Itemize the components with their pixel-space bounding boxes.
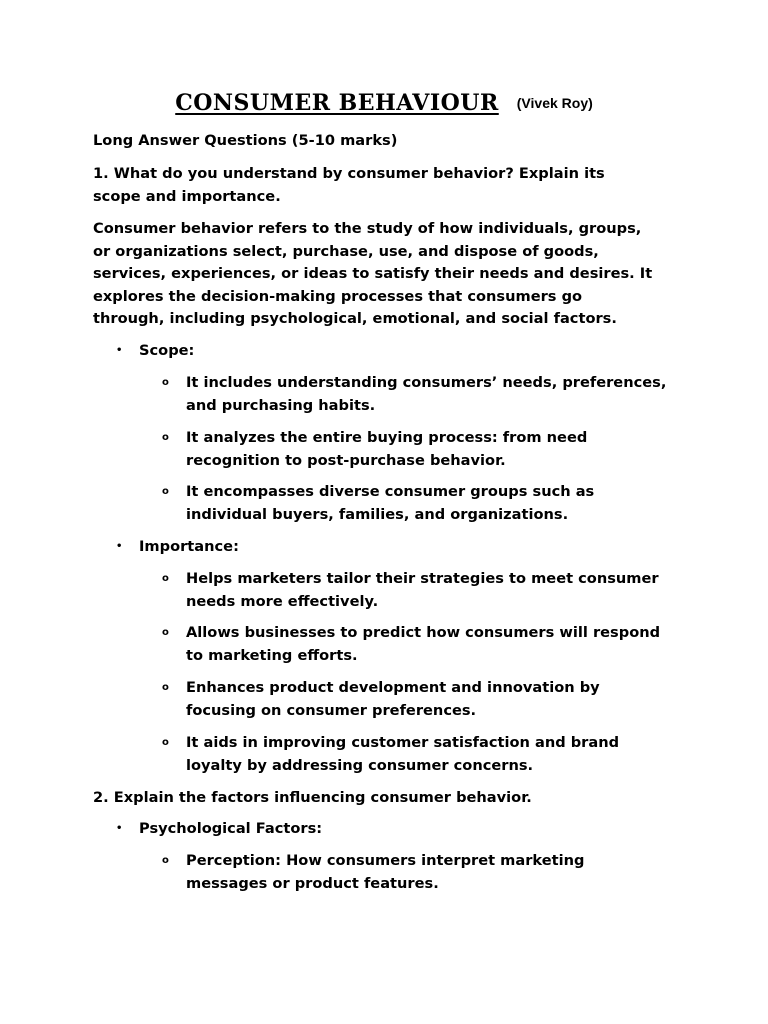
question-1: 1. What do you understand by consumer behavior? Explain its scope and importance. xyxy=(93,165,605,205)
circle-bullet-icon: o xyxy=(162,682,169,693)
document-title: CONSUMER BEHAVIOUR xyxy=(175,90,499,116)
circle-bullet-icon: o xyxy=(162,486,169,497)
circle-bullet-icon: o xyxy=(162,855,169,866)
circle-bullet-icon: o xyxy=(162,432,169,443)
author-name: (Vivek Roy) xyxy=(516,95,593,111)
question-2: 2. Explain the factors influencing consumer behavior. xyxy=(93,789,532,806)
psychological-label: Psychological Factors: xyxy=(139,820,323,837)
circle-bullet-icon: o xyxy=(162,377,169,388)
importance-item-2: Allows businesses to predict how consumers will respond to marketing efforts. xyxy=(186,624,661,664)
circle-bullet-icon: o xyxy=(162,737,169,748)
bullet-icon: • xyxy=(116,823,123,834)
importance-label: Importance: xyxy=(139,538,239,555)
section-label: Long Answer Questions (5-10 marks) xyxy=(93,132,398,149)
scope-label: Scope: xyxy=(139,342,195,359)
circle-bullet-icon: o xyxy=(162,627,169,638)
scope-item-3: It encompasses diverse consumer groups such as individual buyers, families, and organizations. xyxy=(186,483,595,523)
answer-1-paragraph: Consumer behavior refers to the study of how individuals, groups, or organizations select, purchase, use, and dispose of goods, services, experiences, or ideas to satisfy their needs and desires. It explores the decision-making processes that consumers go through, including psychological, emotional, and social factors. xyxy=(93,220,653,327)
scope-item-2: It analyzes the entire buying process: from need recognition to post-purchase behavior. xyxy=(186,429,588,469)
circle-bullet-icon: o xyxy=(162,573,169,584)
importance-item-1: Helps marketers tailor their strategies to meet consumer needs more effectively. xyxy=(186,570,659,610)
title-row xyxy=(0,90,768,116)
scope-item-1: It includes understanding consumers’ needs, preferences, and purchasing habits. xyxy=(186,374,667,414)
importance-item-4: It aids in improving customer satisfaction and brand loyalty by addressing consumer concerns. xyxy=(186,734,620,774)
bullet-icon: • xyxy=(116,541,123,552)
psychological-item-1: Perception: How consumers interpret marketing messages or product features. xyxy=(186,852,585,892)
importance-item-3: Enhances product development and innovation by focusing on consumer preferences. xyxy=(186,679,600,719)
bullet-icon: • xyxy=(116,345,123,356)
